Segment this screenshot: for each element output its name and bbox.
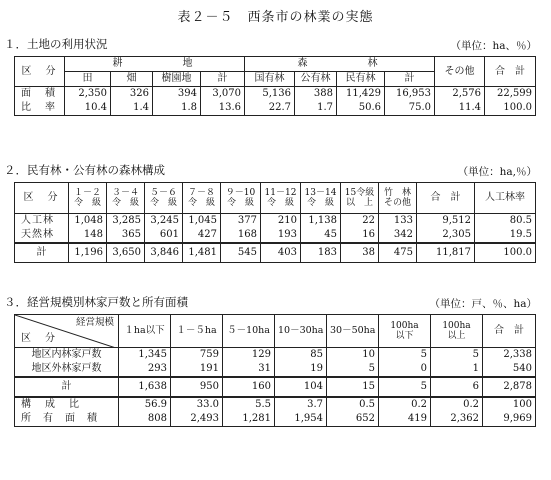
col-header: 田 <box>65 72 111 87</box>
table-cell: 342 <box>379 228 417 243</box>
col-header-bottom: 以 上 <box>345 198 373 208</box>
table-cell: 403 <box>261 243 301 263</box>
section1-unit: （単位：ha、％） <box>450 40 537 52</box>
table-cell: 45 <box>301 228 341 243</box>
table-cell: 50.6 <box>337 101 385 116</box>
col-header-bottom: 令 級 <box>187 198 215 208</box>
table-cell: 652 <box>327 412 379 427</box>
table-cell: 16,953 <box>385 87 435 102</box>
col-header: 合 計 <box>417 183 475 214</box>
group-kouchi: 耕 地 <box>65 57 245 72</box>
table-cell: 5 <box>431 348 483 363</box>
section3-heading: ３．経営規模別林家戸数と所有面積 <box>4 295 188 309</box>
table-cell: 2,350 <box>65 87 111 102</box>
table-cell: 3,846 <box>145 243 183 263</box>
col-header <box>107 183 145 214</box>
table-cell: 1,638 <box>119 377 171 397</box>
col-header <box>431 315 483 348</box>
table-cell: 19.5 <box>475 228 536 243</box>
table-cell: 2,576 <box>435 87 485 102</box>
table-cell: 10 <box>327 348 379 363</box>
col-header: 公有林 <box>295 72 337 87</box>
table-cell: 1.7 <box>295 101 337 116</box>
table-cell: 183 <box>301 243 341 263</box>
corner-header <box>15 315 119 348</box>
col-header <box>221 183 261 214</box>
col-header: ５－10ha <box>223 315 275 348</box>
col-header <box>301 183 341 214</box>
col-header-bottom: その他 <box>383 198 411 208</box>
col-header-bottom: 令 級 <box>266 198 294 208</box>
table-cell: 293 <box>119 362 171 377</box>
table-cell: 33.0 <box>171 397 223 412</box>
table-cell: 1,048 <box>69 214 107 229</box>
table-cell: 6 <box>431 377 483 397</box>
table-cell: 160 <box>223 377 275 397</box>
table-cell: 19 <box>275 362 327 377</box>
table-cell: 85 <box>275 348 327 363</box>
table-cell: 56.9 <box>119 397 171 412</box>
table-cell: 191 <box>171 362 223 377</box>
table-cell: 0.2 <box>431 397 483 412</box>
table-cell: 75.0 <box>385 101 435 116</box>
row-label: 計 <box>15 243 69 263</box>
table-cell: 5.5 <box>223 397 275 412</box>
table-cell: 545 <box>221 243 261 263</box>
table-cell: 2,878 <box>483 377 536 397</box>
table-cell: 1,138 <box>301 214 341 229</box>
table-cell: 5 <box>379 348 431 363</box>
col-header: 畑 <box>111 72 153 87</box>
management-scale-table <box>14 314 536 427</box>
table-cell: 3,070 <box>201 87 245 102</box>
table-cell: 1,481 <box>183 243 221 263</box>
table-cell: 475 <box>379 243 417 263</box>
group-shinrin: 森 林 <box>245 57 435 72</box>
table-cell: 427 <box>183 228 221 243</box>
col-header: 30－50ha <box>327 315 379 348</box>
table-cell: 22.7 <box>245 101 295 116</box>
row-label: 地区外林家戸数 <box>15 362 119 377</box>
row-label: 構 成 比 <box>15 397 119 412</box>
col-header: 国有林 <box>245 72 295 87</box>
table-cell: 759 <box>171 348 223 363</box>
page-title: 表２－５ 西条市の林業の実態 <box>177 10 374 25</box>
table-cell: 100.0 <box>485 101 536 116</box>
col-header-top: ９－10 <box>225 188 256 198</box>
table-cell: 148 <box>69 228 107 243</box>
table-cell: 1,954 <box>275 412 327 427</box>
col-header: 計 <box>385 72 435 87</box>
table-cell: 38 <box>341 243 379 263</box>
table-cell: 13.6 <box>201 101 245 116</box>
table-cell: 950 <box>171 377 223 397</box>
col-header-bottom: 令 級 <box>226 198 254 208</box>
row-label: 所 有 面 積 <box>15 412 119 427</box>
col-header <box>69 183 107 214</box>
table-cell: 193 <box>261 228 301 243</box>
table-cell: 2,493 <box>171 412 223 427</box>
col-header <box>379 183 417 214</box>
table-cell: 5 <box>379 377 431 397</box>
land-use-table <box>14 56 536 116</box>
table-cell: 1,196 <box>69 243 107 263</box>
col-header: １ha以下 <box>119 315 171 348</box>
table-cell: 419 <box>379 412 431 427</box>
row-label: 人工林 <box>15 214 69 229</box>
table-cell: 11.4 <box>435 101 485 116</box>
col-header-top: 11－12 <box>264 188 297 198</box>
col-header: 人工林率 <box>475 183 536 214</box>
table-cell: 3,245 <box>145 214 183 229</box>
table-cell: 133 <box>379 214 417 229</box>
table-cell: 104 <box>275 377 327 397</box>
table-cell: 3.7 <box>275 397 327 412</box>
section1-heading: １．土地の利用状況 <box>4 37 108 51</box>
table-cell: 0.5 <box>327 397 379 412</box>
table-cell: 365 <box>107 228 145 243</box>
col-header-bottom: 令 級 <box>73 198 101 208</box>
col-header: 樹園地 <box>153 72 201 87</box>
table-cell: 2,338 <box>483 348 536 363</box>
table-cell: 0.2 <box>379 397 431 412</box>
section2-heading: ２．民有林・公有林の森林構成 <box>4 163 165 177</box>
col-header-top: ３－４ <box>111 188 139 198</box>
table-cell: 16 <box>341 228 379 243</box>
col-header: 民有林 <box>337 72 385 87</box>
col-header <box>379 315 431 348</box>
col-header <box>183 183 221 214</box>
table-cell: 601 <box>145 228 183 243</box>
table-cell: 9,969 <box>483 412 536 427</box>
col-header: その他 <box>435 57 485 87</box>
table-cell: 168 <box>221 228 261 243</box>
table-cell: 3,285 <box>107 214 145 229</box>
col-header <box>145 183 183 214</box>
col-header-bottom: 以上 <box>447 331 466 341</box>
row-label: 計 <box>15 377 119 397</box>
table-cell: 11,429 <box>337 87 385 102</box>
table-cell: 15 <box>327 377 379 397</box>
table-cell: 5 <box>327 362 379 377</box>
table-cell: 100 <box>483 397 536 412</box>
table-cell: 2,305 <box>417 228 475 243</box>
col-header-top: ７－８ <box>187 188 215 198</box>
table-cell: 326 <box>111 87 153 102</box>
table-cell: 129 <box>223 348 275 363</box>
col-header-bottom: 令 級 <box>306 198 334 208</box>
table-cell: 540 <box>483 362 536 377</box>
kubun-header: 区 分 <box>15 57 65 87</box>
col-header-top: 竹 林 <box>383 188 411 198</box>
row-label: 地区内林家戸数 <box>15 348 119 363</box>
col-header: １－５ha <box>171 315 223 348</box>
col-header-top: 15令級 <box>344 188 375 198</box>
table-cell: 80.5 <box>475 214 536 229</box>
table-cell: 3,650 <box>107 243 145 263</box>
table-cell: 22,599 <box>485 87 536 102</box>
table-cell: 1.8 <box>153 101 201 116</box>
table-cell: 31 <box>223 362 275 377</box>
row-label: 面 積 <box>15 87 65 102</box>
corner-bottom-label: 区 分 <box>21 333 57 344</box>
col-header <box>341 183 379 214</box>
section2-unit: （単位：ha,％） <box>457 166 537 178</box>
row-label: 比 率 <box>15 101 65 116</box>
table-cell: 210 <box>261 214 301 229</box>
forest-composition-table <box>14 182 536 263</box>
table-cell: 2,362 <box>431 412 483 427</box>
table-cell: 377 <box>221 214 261 229</box>
col-header-bottom: 令 級 <box>111 198 139 208</box>
col-header: 合 計 <box>483 315 536 348</box>
col-header: 合 計 <box>485 57 536 87</box>
col-header: 計 <box>201 72 245 87</box>
table-cell: 22 <box>341 214 379 229</box>
col-header-bottom: 以下 <box>395 331 414 341</box>
table-cell: 1.4 <box>111 101 153 116</box>
row-label: 天然林 <box>15 228 69 243</box>
table-cell: 388 <box>295 87 337 102</box>
corner-top-label: 経営規模 <box>75 317 114 328</box>
col-header-top: １－２ <box>73 188 101 198</box>
col-header-top: 100ha <box>442 321 471 331</box>
table-cell: 1 <box>431 362 483 377</box>
col-header: 10－30ha <box>275 315 327 348</box>
table-cell: 394 <box>153 87 201 102</box>
col-header <box>261 183 301 214</box>
table-cell: 0 <box>379 362 431 377</box>
table-cell: 1,281 <box>223 412 275 427</box>
table-cell: 1,045 <box>183 214 221 229</box>
col-header-bottom: 令 級 <box>149 198 177 208</box>
table-cell: 9,512 <box>417 214 475 229</box>
table-cell: 11,817 <box>417 243 475 263</box>
col-header-top: 100ha <box>390 321 419 331</box>
table-cell: 100.0 <box>475 243 536 263</box>
table-cell: 10.4 <box>65 101 111 116</box>
col-header-top: ５－６ <box>149 188 177 198</box>
table-cell: 808 <box>119 412 171 427</box>
kubun-header: 区 分 <box>15 183 69 214</box>
table-cell: 1,345 <box>119 348 171 363</box>
section3-unit: （単位：戸、％、ha） <box>429 298 537 310</box>
col-header-top: 13－14 <box>304 188 337 198</box>
table-cell: 5,136 <box>245 87 295 102</box>
